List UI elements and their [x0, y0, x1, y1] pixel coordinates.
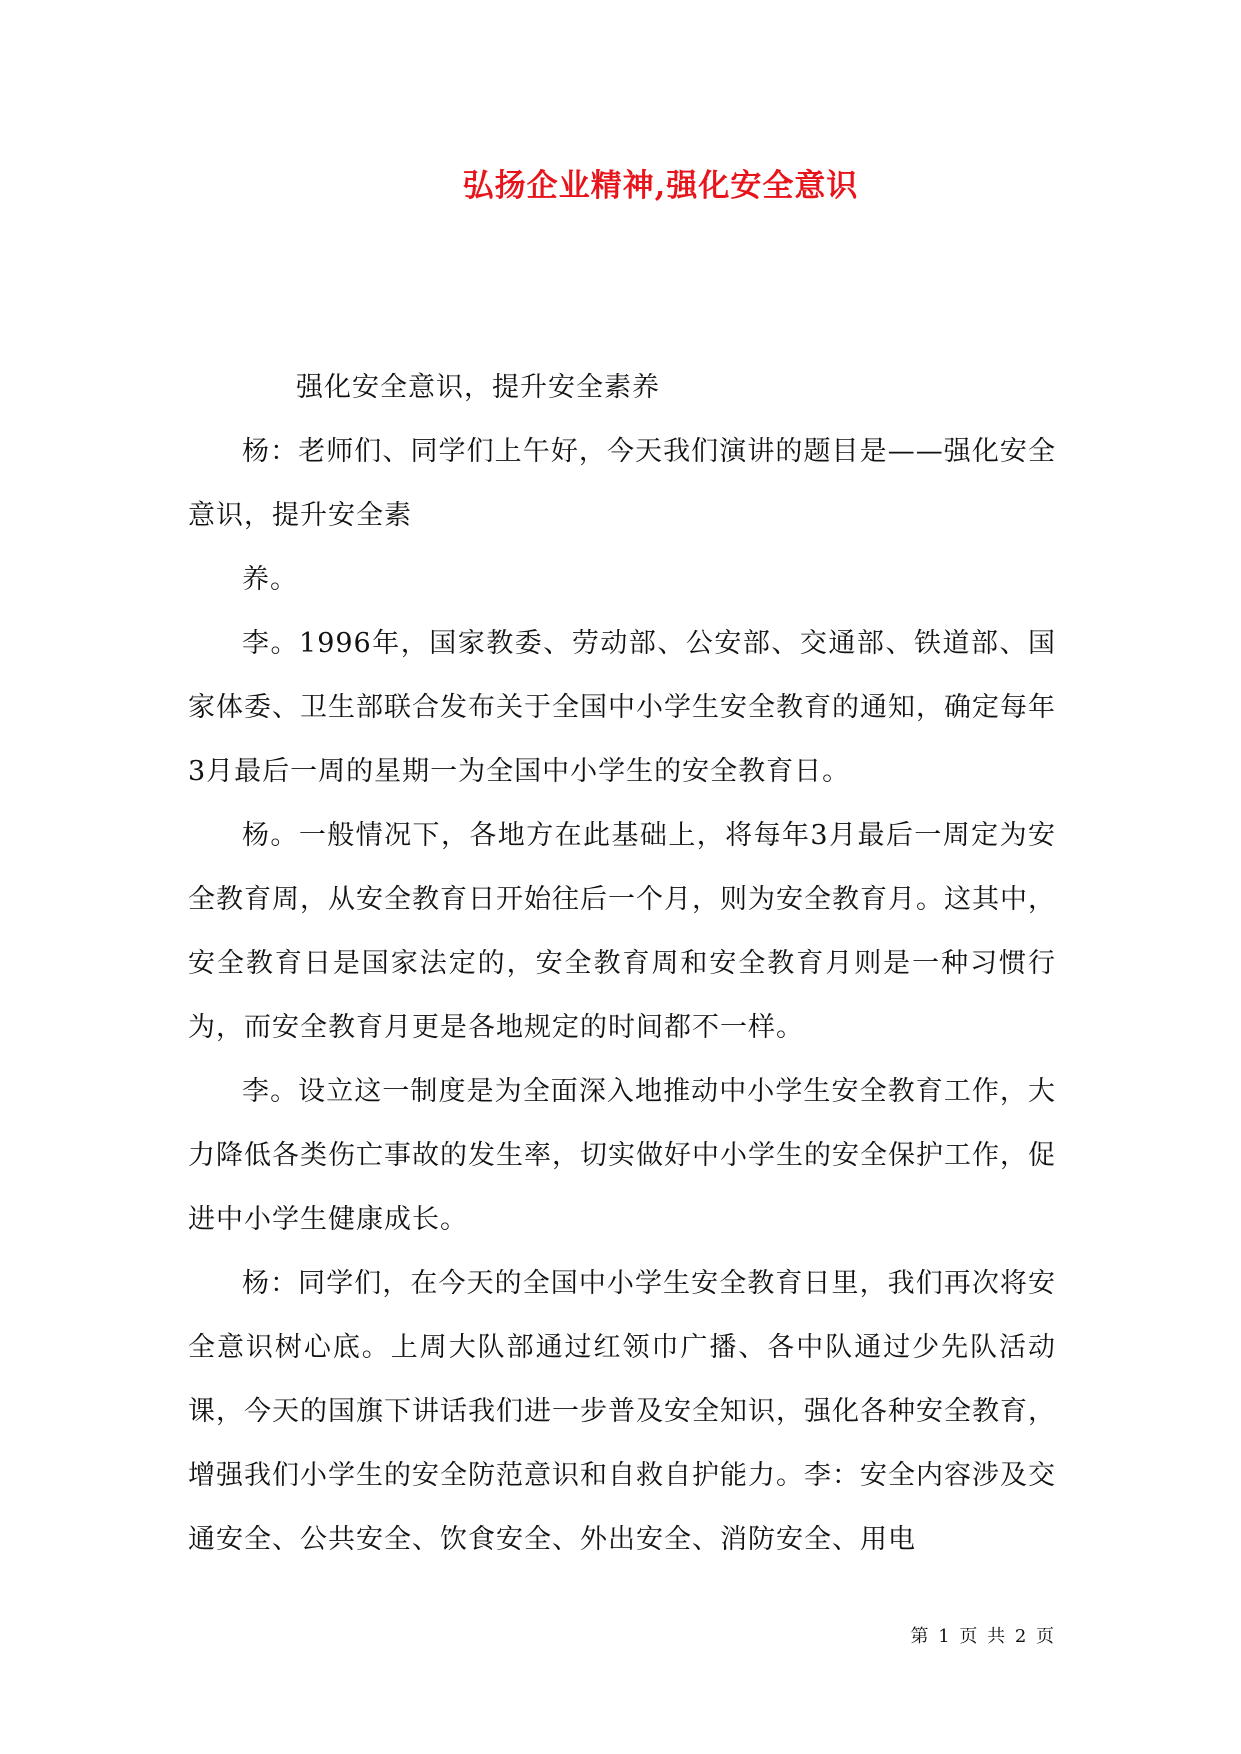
paragraph-2: 养。: [242, 564, 298, 595]
paragraph-4: 杨。一般情况下，各地方在此基础上，将每年3月最后一周定为安全教育周，从安全教育日开始往后一个月，则为安全教育月。这其中，安全教育日是国家法定的，安全教育周和安全教育月则是一种习惯行为，而安全教育月更是各地规定的时间都不一样。: [188, 820, 1056, 1043]
paragraph-1: 杨：老师们、同学们上午好，今天我们演讲的题目是——强化安全意识，提升安全素: [188, 436, 1056, 531]
document-subtitle: 强化安全意识，提升安全素养: [296, 372, 660, 403]
page-number-footer: 第 1 页 共 2 页: [910, 1626, 1056, 1647]
paragraph-6: 杨：同学们，在今天的全国中小学生安全教育日里，我们再次将安全意识树心底。上周大队部通过红领巾广播、各中队通过少先队活动课，今天的国旗下讲话我们进一步普及安全知识，强化各种安全教育，增强我们小学生的安全防范意识和自救自护能力。李：安全内容涉及交通安全、公共安全、饮食安全、外出安全、消防安全、用电: [188, 1268, 1056, 1555]
paragraph-3: 李。1996年，国家教委、劳动部、公安部、交通部、铁道部、国家体委、卫生部联合发布关于全国中小学生安全教育的通知，确定每年3月最后一周的星期一为全国中小学生的安全教育日。: [188, 628, 1056, 787]
document-title: 弘扬企业精神,强化安全意识: [462, 168, 859, 204]
document-body: [188, 356, 1056, 1572]
paragraph-5: 李。设立这一制度是为全面深入地推动中小学生安全教育工作，大力降低各类伤亡事故的发生率，切实做好中小学生的安全保护工作，促进中小学生健康成长。: [188, 1076, 1056, 1235]
